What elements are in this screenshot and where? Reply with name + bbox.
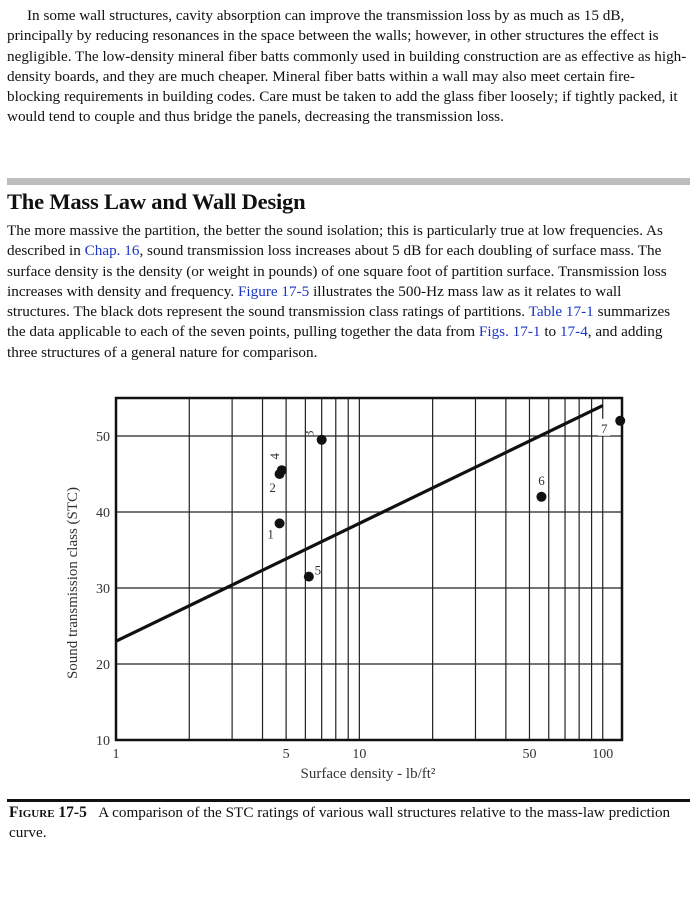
link-table-17-1[interactable]: Table 17-1: [528, 303, 594, 321]
y-axis-label: Sound transmission class (STC): [65, 486, 81, 680]
x-tick-label: 100: [592, 747, 614, 762]
x-tick-label: 10: [352, 747, 367, 762]
section-heading: The Mass Law and Wall Design: [7, 189, 306, 214]
body-paragraph: The more massive the partition, the better the sound isolation; this is particularly true at low frequencies. As described in Chap. 16, sound transmission loss increases about 5 dB for each doubling of surface mass. The surface density is the density (or weight in pounds) of one square foot of partition surface. Transmission loss increases with density and frequency. Figure 17-5 illustrates the 500-Hz mass law as it relates to wall structures. The black dots represent the sound transmission class ratings of partitions. Table 17-1 summarizes the data applicable to each of the seven points, pulling together the data from Figs. 17-1 to 17-4, and adding three structures of a general nature for comparison.: [7, 222, 671, 361]
y-tick-label: 40: [96, 506, 110, 521]
link-figs-17-1[interactable]: Figs. 17-1: [478, 323, 541, 341]
figure-caption: [9, 803, 684, 844]
y-tick-label: 20: [96, 658, 110, 673]
caption-text: A comparison of the STC ratings of various wall structures relative to the mass-law prediction curve.: [9, 804, 671, 842]
data-point-4: [277, 465, 287, 475]
point-label-5: 5: [314, 562, 322, 578]
link-fig-17-4[interactable]: 17-4: [559, 323, 588, 341]
data-point-7: [615, 416, 625, 426]
section-divider: [7, 178, 690, 185]
y-tick-label: 50: [96, 430, 110, 445]
point-label-6: 6: [538, 472, 545, 488]
point-label-7: 7: [600, 420, 608, 436]
data-point-1: [275, 518, 285, 528]
point-label-4: 4: [266, 452, 282, 460]
x-tick-label: 50: [522, 747, 537, 762]
link-chap-16[interactable]: Chap. 16: [84, 242, 140, 260]
data-point-5: [304, 572, 314, 582]
data-point-3: [317, 435, 327, 445]
x-tick-label: 1: [112, 747, 120, 762]
point-label-3: 3: [301, 430, 317, 438]
mass-law-chart: [0, 388, 695, 788]
y-tick-label: 10: [96, 734, 110, 749]
link-figure-17-5[interactable]: Figure 17-5: [237, 282, 310, 300]
y-tick-label: 30: [96, 582, 110, 597]
data-point-6: [536, 492, 546, 502]
caption-label: Figure 17-5: [9, 804, 87, 821]
caption-rule: [7, 799, 690, 802]
x-tick-label: 5: [282, 747, 290, 762]
x-axis-label: Surface density - lb/ft²: [300, 766, 436, 782]
point-label-1: 1: [267, 526, 274, 542]
plot-frame: [116, 398, 622, 740]
intro-paragraph: In some wall structures, cavity absorption can improve the transmission loss by as much as 15 dB, principally by reducing resonances in the space between the walls; however, in other structures the effect is negligible. The low-density mineral fiber batts commonly used in building construction are as effective as high-density boards, and they are much cheaper. Mineral fiber batts within a wall may also meet certain fire-blocking requirements in building codes. Care must be taken to add the glass fiber loosely; if tightly packed, it would tend to couple and thus bridge the panels, decreasing the transmission loss.: [7, 7, 687, 126]
point-label-2: 2: [269, 480, 276, 495]
